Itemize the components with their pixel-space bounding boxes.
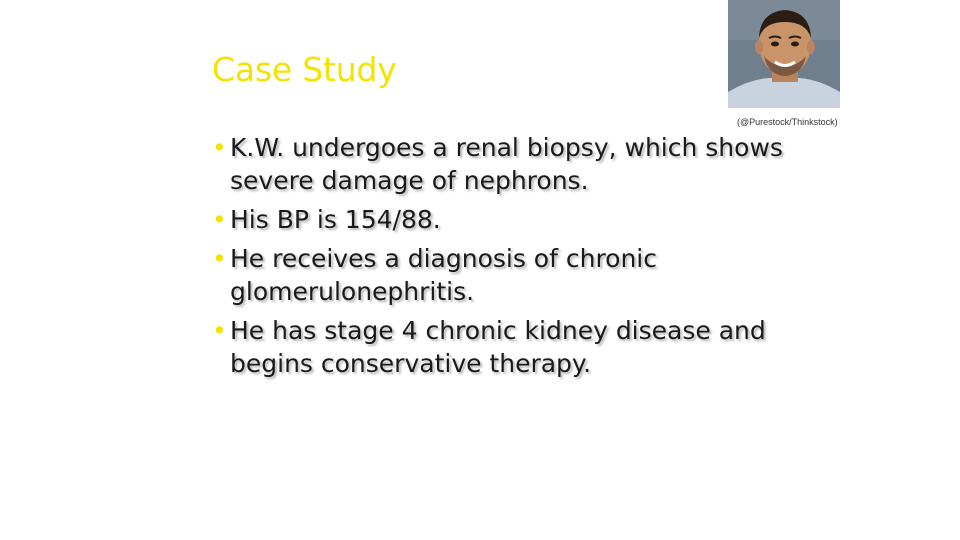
bullet-dot-icon: • [212,205,227,234]
patient-photo [728,0,840,108]
bullet-item [212,242,832,308]
bullet-dot-icon: • [212,316,227,345]
patient-photo-image [728,0,840,108]
bullet-text: He receives a diagnosis of chronic glomerulonephritis. [230,244,658,306]
bullet-item [212,203,832,236]
bullet-dot-icon: • [212,133,227,162]
bullet-text: K.W. undergoes a renal biopsy, which shows severe damage of nephrons. [230,133,783,195]
bullet-dot-icon: • [212,244,227,273]
bullet-text: He has stage 4 chronic kidney disease and begins conservative therapy. [230,316,766,378]
bullet-item [212,314,832,380]
slide-title: Case Study [212,50,397,89]
bullet-text: His BP is 154/88. [230,205,441,234]
bullet-list [212,131,832,386]
bullet-item [212,131,832,197]
photo-credit: (@Purestock/Thinkstock) [737,117,838,127]
